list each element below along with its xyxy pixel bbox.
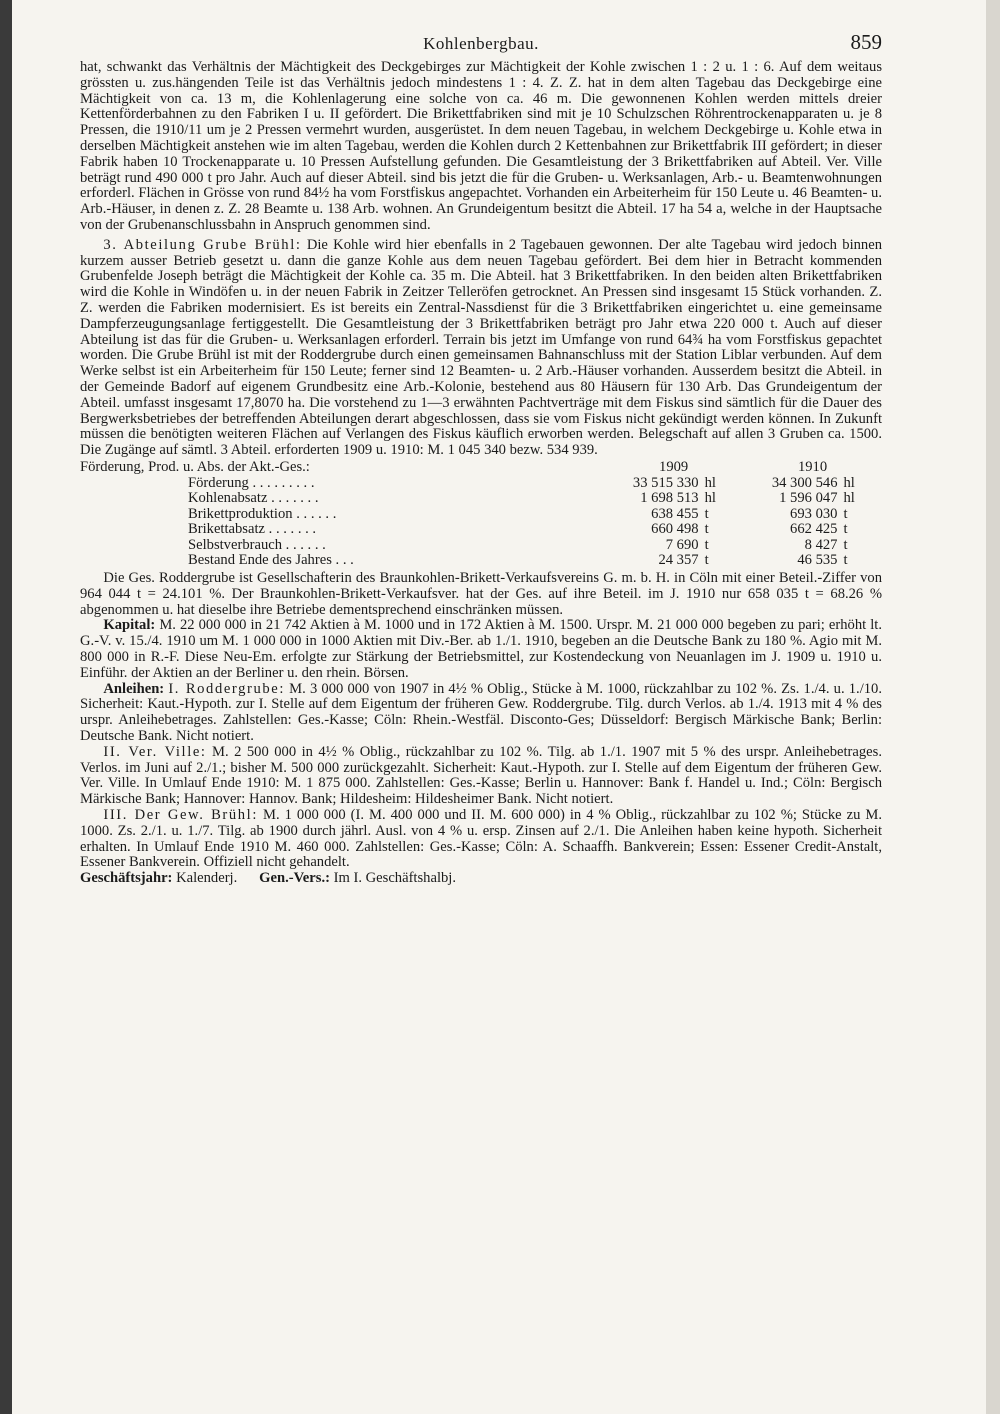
anleihen-label: Anleihen: xyxy=(103,680,165,697)
production-table xyxy=(80,460,882,569)
paragraph-kapital xyxy=(80,618,882,681)
paragraph-verkaufsverein: Die Ges. Roddergrube ist Gesellschafterin des Braunkohlen-Brikett-Verkaufsvereins G. m. b. H. in Cöln mit einer Beteil.-Ziffer von 964 044 t = 24.101 %. Der Braunkohlen-Brikett-Verkaufsver. hat der Ges. auf ihre Beteil. im J. 1910 nur 658 035 t = 68.26 % abgenommen u. hat dieselbe ihre Betriebe dementsprechend einschränken müssen. xyxy=(80,570,882,618)
page-header xyxy=(80,26,882,60)
row-unit-1909: hl xyxy=(704,474,716,491)
paragraph-ville-continued: hat, schwankt das Verhältnis der Mächtigkeit des Deckgebirges zur Mächtigkeit der Kohle zwischen 1 : 2 u. 1 : 6. Auf dem weitaus grössten u. zus.hängenden Teile ist das Verhältnis jedoch mindestens 1 : 4. Z. Z. hat in dem alten Tagebau das Deckgebirge eine Mächtigkeit von ca. 13 m, die Kohlenlagerung eine solche von ca. 46 m. Die gewonnenen Kohlen werden mittels dreier Kettenförderbahnen zu den Fabriken I u. II gefördert. Die Brikettfabriken sind mit je 10 Schulzschen Röhrentrockenapparaten u. je 8 Pressen, die 1910/11 um je 2 Pressen vermehrt wurden, ausgerüstet. In dem neuen Tagebau, in welchem Deckgebirge u. Kohle etwa in derselben Mächtigkeit anstehen wie im alten Tagebau, werden die Kohlen durch 2 Kettenbahnen zur Brikettfabrik III gefördert; in dieser Fabrik haben 10 Trockenapparate u. 10 Pressen Aufstellung gefunden. Die Gesamtleistung der 3 Brikettfabriken auf Abteil. Ver. Ville beträgt rund 490 000 t pro Jahr. Auch auf dieser Abteil. sind bis jetzt die für die Gruben- u. Werksanlagen, Arb.- u. Beamtenwohnungen erforderl. Flächen in Grösse von rund 84½ ha vom Forstfiskus angepachtet. Vorhanden ein Arbeiterheim für 150 Leute u. 46 Beamten- u. Arb.-Häuser, in denen z. Z. 28 Beamte u. 138 Arb. wohnen. An Grundeigentum besitzt die Abteil. 17 ha 54 a, welche in der Hauptsache von der Grubenanschlussbahn in Anspruch genommen sind. xyxy=(80,59,882,233)
paragraph-anleihen-1 xyxy=(80,682,882,745)
genvers-text: Im I. Geschäftshalbj. xyxy=(333,870,456,887)
kapital-text: M. 22 000 000 in 21 742 Aktien à M. 1000 und in 172 Aktien à M. 1500. Urspr. M. 21 000 000 begeben zu pari; erhöht lt. G.-V. v. 15./4. 1910 um M. 1 000 000 in 1000 Aktien mit Div.-Ber. ab 1./1. 1910, begeben an die Deutsche Bank zu 180 %. Agio mit M. 800 000 in R.-F. Diese Neu-Em. erfolgte zur Stärkung der Betriebsmittel, zur Kostendeckung von Neuanlagen im J. 1909 u. 1910 u. Einführ. der Aktien an der Berliner u. den rhein. Börsen. xyxy=(80,617,882,681)
table-row xyxy=(80,522,882,538)
row-unit-1909: t xyxy=(704,505,709,522)
table-caption: Förderung, Prod. u. Abs. der Akt.-Ges.: xyxy=(80,458,310,475)
anleihen-1-label: I. Roddergrube: xyxy=(168,680,285,697)
row-unit-1910: hl xyxy=(843,474,855,491)
geschaeftsjahr-text: Kalenderj. xyxy=(176,870,238,887)
running-title: Kohlenbergbau. xyxy=(423,34,539,53)
geschaeftsjahr-label: Geschäftsjahr: xyxy=(80,870,173,887)
row-value-1910: 46 535 xyxy=(797,552,838,569)
row-value-1909: 660 498 xyxy=(651,521,699,538)
anleihen-2-text: M. 2 500 000 in 4½ % Oblig., rückzahlbar zu 102 %. Tilg. ab 1./1. 1907 mit 5 % des urspr. Anleihebetrages. Verlos. im Juni auf 2./1.; bisher M. 500 000 zurückgezahlt. Sicherheit: Kaut.-Hypoth. zur I. Stelle auf dem Eigentum der früheren Gew. Ver. Ville. In Umlauf Ende 1910: M. 1 875 000. Zahlstellen: Ges.-Kasse; Berlin u. Hannover: Bank f. Handel u. Ind.; Cöln: Bergisch Märkische Bank; Hannover: Hannov. Bank; Hildesheim: Hildesheimer Bank. Nicht notiert. xyxy=(80,743,882,808)
anleihen-3-text: M. 1 000 000 (I. M. 400 000 und II. M. 600 000) in 4 % Oblig., rückzahlbar zu 102 %; Stücke zu M. 1000. Zs. 2./1. u. 1./7. Tilg. ab 1900 durch jährl. Ausl. von 4 % u. ersp. Zinsen auf 2./1. Die Anleihen haben keine hypoth. Sicherheit erhalten. In Umlauf Ende 1910 M. 460 000. Zahlstellen: Ges.-Kasse; Cöln: A. Schaaffh. Bankverein; Essen: Essener Credit-Anstalt, Essener Bankverein. Offiziell nicht gehandelt. xyxy=(80,807,882,871)
row-value-1909: 7 690 xyxy=(665,536,699,553)
anleihen-3-label: III. Der Gew. Brühl: xyxy=(103,807,258,824)
table-header-row xyxy=(80,460,882,476)
row-value-1910: 8 427 xyxy=(804,536,838,553)
table-row xyxy=(80,476,882,492)
row-label: Brikettproduktion . . . . . . xyxy=(188,505,337,522)
row-label: Selbstverbrauch . . . . . . xyxy=(188,536,326,553)
row-value-1909: 1 698 513 xyxy=(640,490,699,507)
row-value-1909: 24 357 xyxy=(658,552,699,569)
row-unit-1910: hl xyxy=(843,490,855,507)
row-unit-1909: t xyxy=(704,552,709,569)
table-row xyxy=(80,507,882,523)
table-year-1910: 1910 xyxy=(797,458,828,475)
anleihen-2-label: II. Ver. Ville: xyxy=(103,743,207,760)
scan-left-edge xyxy=(0,0,12,1414)
table-row xyxy=(80,491,882,507)
scan-right-edge xyxy=(986,0,1000,1414)
body-text xyxy=(80,60,882,887)
row-value-1910: 1 596 047 xyxy=(779,490,838,507)
kapital-label: Kapital: xyxy=(103,617,156,634)
row-value-1910: 34 300 546 xyxy=(771,474,838,491)
row-value-1909: 638 455 xyxy=(651,505,699,522)
row-value-1910: 693 030 xyxy=(790,505,838,522)
row-unit-1910: t xyxy=(843,536,848,553)
paragraph-grube-bruehl xyxy=(80,238,882,459)
row-label: Bestand Ende des Jahres . . . xyxy=(188,552,354,569)
page-number: 859 xyxy=(850,30,882,54)
section-label-bruehl: 3. Abteilung Grube Brühl: xyxy=(103,236,302,253)
row-unit-1909: t xyxy=(704,536,709,553)
document-page xyxy=(80,26,882,887)
table-row xyxy=(80,538,882,554)
row-unit-1909: hl xyxy=(704,490,716,507)
row-value-1910: 662 425 xyxy=(790,521,838,538)
row-unit-1910: t xyxy=(843,505,848,522)
row-value-1909: 33 515 330 xyxy=(632,474,699,491)
row-label: Kohlenabsatz . . . . . . . xyxy=(188,490,319,507)
row-label: Förderung . . . . . . . . . xyxy=(188,474,315,491)
row-label: Brikettabsatz . . . . . . . xyxy=(188,521,317,538)
paragraph-geschaeftsjahr xyxy=(80,871,882,887)
table-row xyxy=(80,553,882,569)
row-unit-1910: t xyxy=(843,552,848,569)
anleihen-1-text: M. 3 000 000 von 1907 in 4½ % Oblig., Stücke à M. 1000, rückzahlbar zu 102 %. Zs. 1./4. u. 1./10. Sicherheit: Kaut.-Hypoth. zur I. Stelle auf dem Eigentum der früheren Gew. Roddergrube. Tilg. durch Verlos. ab 1./4. 1913 mit 4 % des urspr. Anleihebetrages. Zahlstellen: Ges.-Kasse; Cöln: Rhein.-Westfäl. Disconto-Ges; Düsseldorf: Bergisch Märkische Bank; Berlin: Deutsche Bank. Nicht notiert. xyxy=(80,680,883,745)
table-year-1909: 1909 xyxy=(659,458,689,475)
paragraph-anleihen-2 xyxy=(80,745,882,808)
paragraph-bruehl-text: Die Kohle wird hier ebenfalls in 2 Tagebauen gewonnen. Der alte Tagebau wird jedoch binnen kurzem ausser Betrieb gesetzt u. dann die ganze Kohle aus dem neuen Tagebau gefördert. Bei dem hier in Betracht kommenden Grubenfelde Joseph beträgt die Mächtigkeit der Kohle ca. 35 m. Die Abteil. hat 3 Brikettfabriken. In den beiden alten Brikettfabriken wird die Kohle in Windöfen u. in der neuen Fabrik in Zeitzer Telleröfen getrocknet. An Pressen sind insgesamt 15 Stück vorhanden. Z. Z. werden die Fabriken modernisiert. Es ist bereits ein Zentral-Nassdienst für die 3 Brikettfabriken eingerichtet u. eine gemeinsame Dampferzeugungsanlage fertiggestellt. Die Gesamtleistung der 3 Brikettfabriken beträgt pro Jahr etwa 220 000 t. Auch auf dieser Abteilung ist das für die Gruben- u. Werksanlagen erforderl. Terrain bis jetzt im Umfange von rund 64¾ ha vom Forstfiskus gepachtet worden. Die Grube Brühl ist mit der Roddergrube durch einen gemeinsamen Bahnanschluss mit der Station Liblar verbunden. Auf dem Werke selbst ist ein Arbeiterheim für 150 Leute; ferner sind 12 Beamten- u. 2 Arb.-Häuser vorhanden. Ausserdem besitzt die Abteil. in der Gemeinde Badorf auf eigenem Grundbesitz eine Arb.-Kolonie, bestehend aus 80 Häusern für 130 Arb. Das Grundeigentum der Abteil. umfasst insgesamt 17,8070 ha. Die vorstehend zu 1—3 erwähnten Pachtverträge mit dem Fiskus sind sämtlich für die Dauer des Bergwerksbetriebes der betreffenden Abteilungen derart abgeschlossen, dass sie vom Fiskus nicht gekündigt werden können. In Zukunft müssen die benötigten weiteren Flächen auf Verlangen des Fiskus käuflich erworben werden. Belegschaft auf allen 3 Gruben ca. 1500. Die Zugänge auf sämtl. 3 Abteil. erforderten 1909 u. 1910: M. 1 045 340 bezw. 534 939. xyxy=(80,236,882,459)
row-unit-1910: t xyxy=(843,521,848,538)
row-unit-1909: t xyxy=(704,521,709,538)
genvers-label: Gen.-Vers.: xyxy=(259,870,330,887)
paragraph-anleihen-3 xyxy=(80,808,882,871)
